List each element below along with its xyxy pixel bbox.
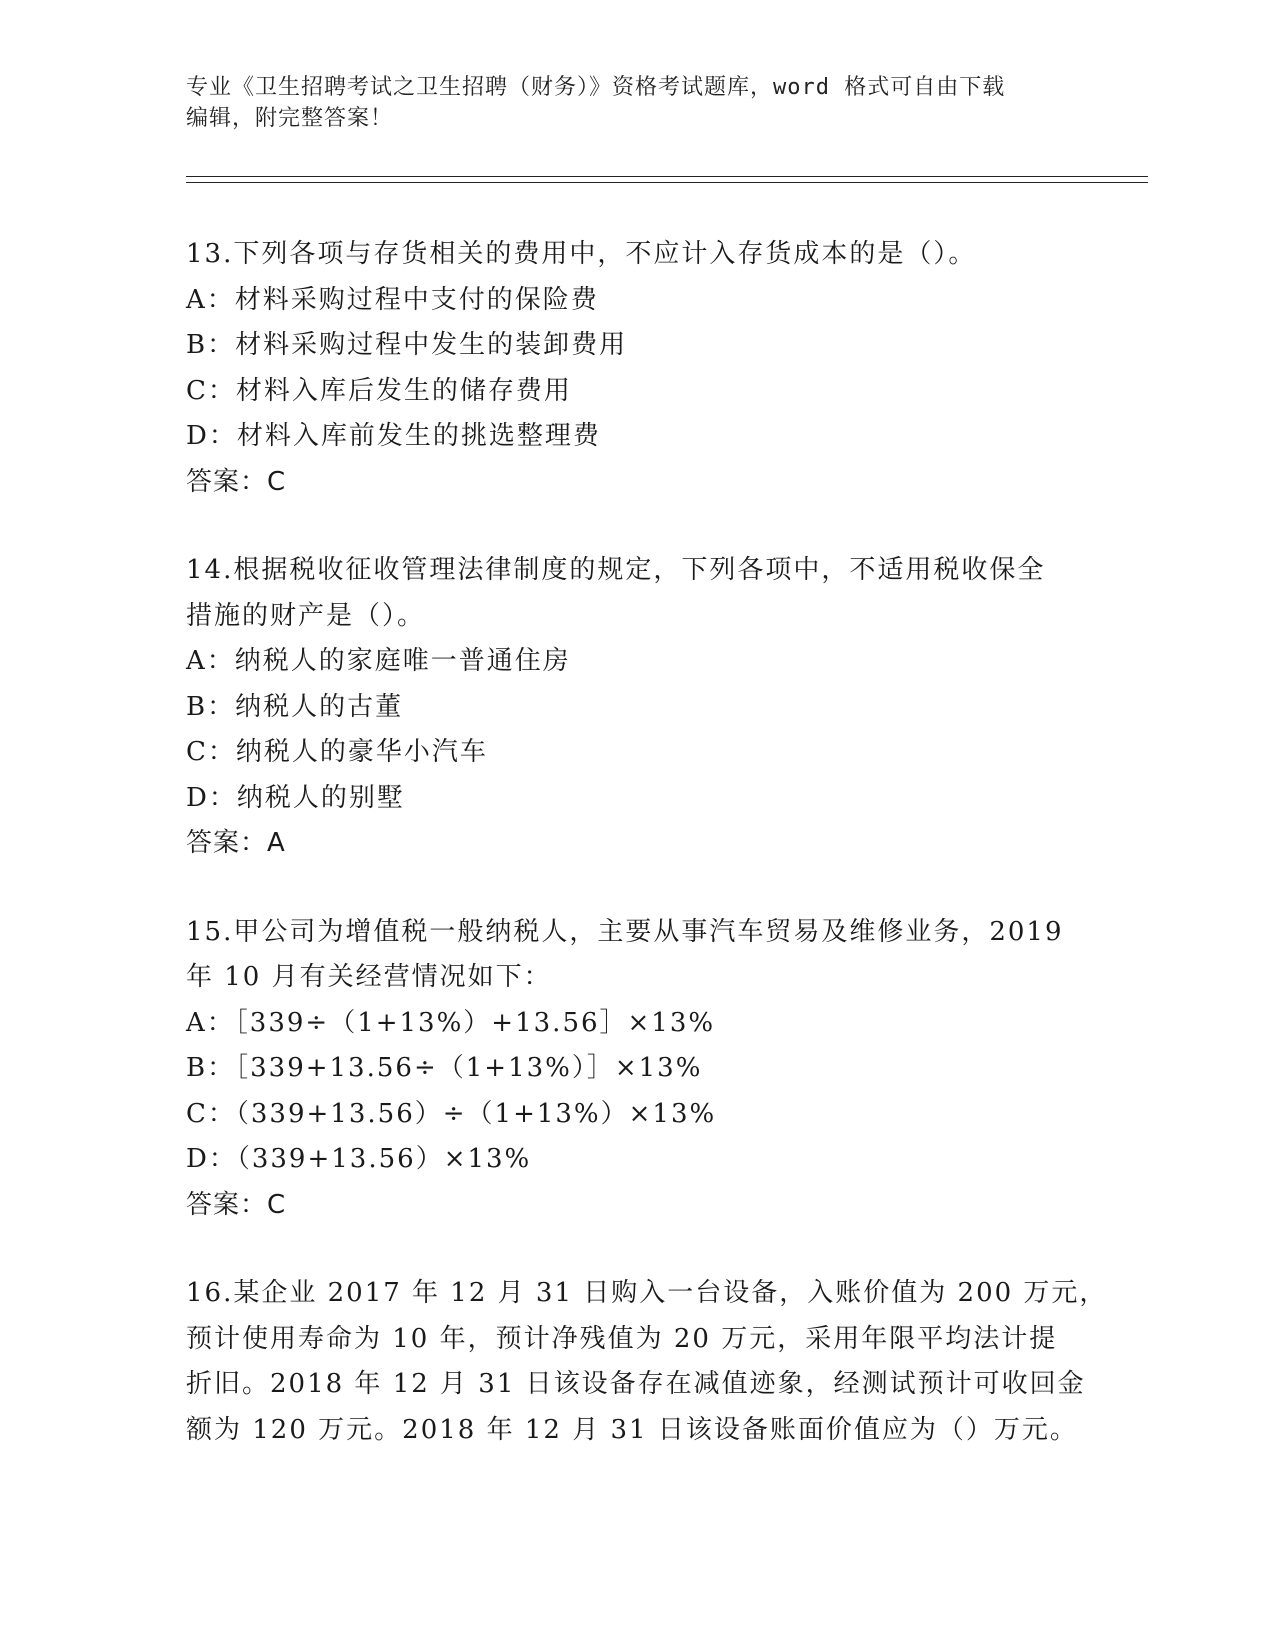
question-stem-line: 16.某企业 2017 年 12 月 31 日购入一台设备，入账价值为 200 万元， (186, 1278, 1108, 1308)
document-header (186, 72, 1066, 134)
question-stem-line: 13.下列各项与存货相关的费用中，不应计入存货成本的是（）。 (186, 239, 977, 269)
question-stem-line: 额为 120 万元。2018 年 12 月 31 日该设备账面价值应为（）万元。 (186, 1414, 1078, 1445)
option-c: C：纳税人的豪华小汽车 (186, 737, 488, 767)
option-b: B：纳税人的古董 (186, 691, 404, 722)
question-list (186, 232, 1108, 1453)
option-c: C：材料入库后发生的储存费用 (186, 375, 572, 406)
header-divider-bottom (186, 182, 1148, 183)
option-b: B：材料采购过程中发生的装卸费用 (186, 330, 628, 360)
option-a: A：［339÷（1+13%）+13.56］×13% (186, 1007, 716, 1038)
option-d: D：纳税人的别墅 (186, 782, 405, 813)
question-stem-line: 15.甲公司为增值税一般纳税人，主要从事汽车贸易及维修业务，2019 (186, 916, 1064, 947)
option-a: A：材料采购过程中支付的保险费 (186, 284, 599, 315)
answer-line: 答案：C (186, 466, 287, 497)
question-gap (186, 867, 1086, 910)
question-stem-line: 年 10 月有关经营情况如下： (186, 962, 552, 992)
header-divider-top (186, 176, 1148, 177)
question-stem-line: 折旧。2018 年 12 月 31 日该设备存在减值迹象，经测试预计可收回金 (186, 1369, 1086, 1399)
question-15 (186, 910, 1086, 1229)
question-stem-line: 措施的财产是（）。 (186, 600, 426, 631)
option-d: D：（339+13.56）×13% (186, 1144, 532, 1174)
option-d: D：材料入库前发生的挑选整理费 (186, 421, 601, 451)
question-16 (186, 1271, 1108, 1453)
option-c: C：（339+13.56）÷（1+13%）×13% (186, 1098, 717, 1129)
question-stem-line: 预计使用寿命为 10 年，预计净残值为 20 万元，采用年限平均法计提 (186, 1323, 1058, 1354)
answer-line: 答案：C (186, 1189, 287, 1220)
question-gap (186, 1228, 1086, 1271)
question-stem-line: 14.根据税收征收管理法律制度的规定，下列各项中，不适用税收保全 (186, 555, 1046, 585)
answer-line: 答案：A (186, 828, 286, 858)
option-b: B：［339+13.56÷（1+13%）］×13% (186, 1053, 703, 1083)
question-gap (186, 505, 1086, 548)
header-line-1: 专业《卫生招聘考试之卫生招聘（财务）》资格考试题库，word 格式可自由下载 (186, 75, 1006, 100)
option-a: A：纳税人的家庭唯一普通住房 (186, 646, 571, 676)
header-line-2: 编辑，附完整答案！ (186, 106, 394, 131)
question-14 (186, 548, 1086, 867)
question-13 (186, 232, 1086, 505)
